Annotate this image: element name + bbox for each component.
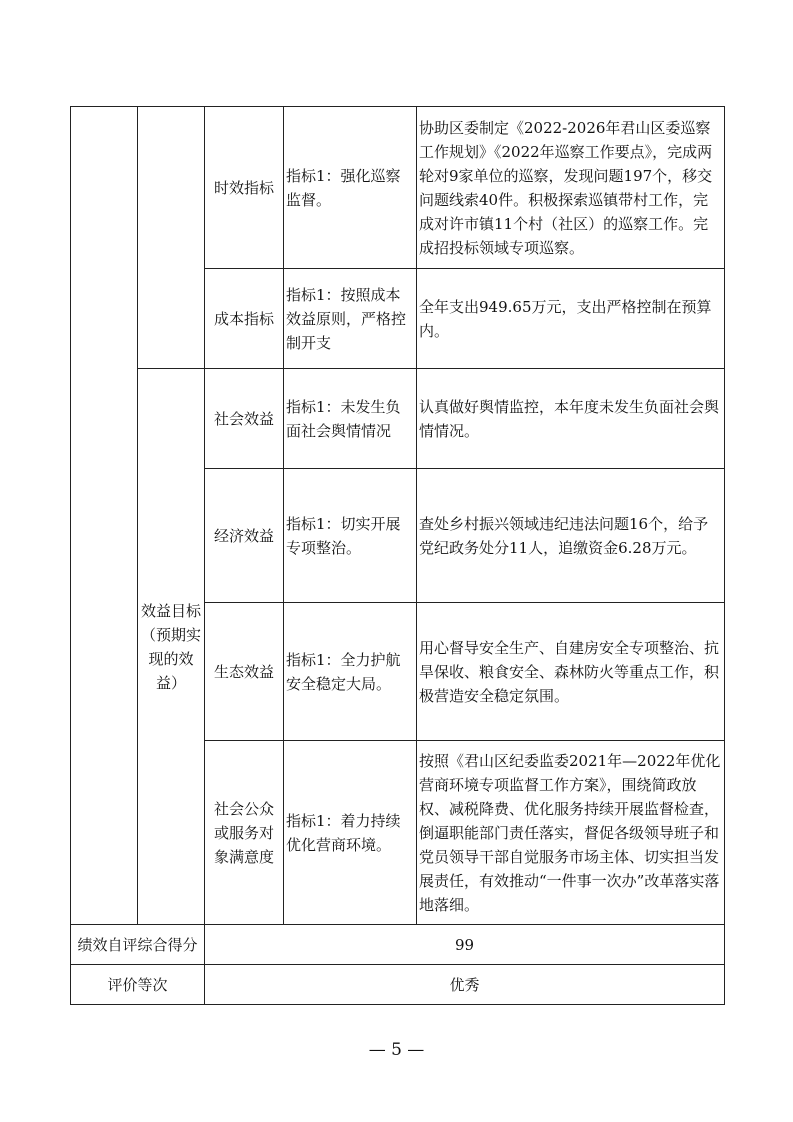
score-row	[71, 925, 725, 965]
level1-cell	[71, 107, 138, 925]
value-cell: 认真做好舆情监控，本年度未发生负面社会舆情情况。	[417, 369, 725, 469]
value-cell: 全年支出949.65万元，支出严格控制在预算内。	[417, 269, 725, 369]
performance-table	[70, 106, 725, 1005]
level3-cell: 社会公众或服务对象满意度	[205, 741, 284, 925]
value-cell: 按照《君山区纪委监委2021年—2022年优化营商环境专项监督工作方案》，围绕简政放权、减税降费、优化服务持续开展监督检查，倒逼职能部门责任落实，督促各级领导班子和党员领导干部自觉服务市场主体、切实担当发展责任，有效推动“一件事一次办”改革落实落地落细。	[417, 741, 725, 925]
indicator-cell: 指标1：切实开展专项整治。	[284, 469, 417, 603]
level2-cell	[138, 107, 205, 369]
level3-cell: 社会效益	[205, 369, 284, 469]
indicator-cell: 指标1：强化巡察监督。	[284, 107, 417, 269]
grade-value: 优秀	[205, 965, 725, 1005]
grade-row	[71, 965, 725, 1005]
grade-label: 评价等次	[71, 965, 205, 1005]
score-value: 99	[205, 925, 725, 965]
level3-cell: 经济效益	[205, 469, 284, 603]
indicator-cell: 指标1：未发生负面社会舆情情况	[284, 369, 417, 469]
level3-cell: 生态效益	[205, 603, 284, 741]
indicator-cell: 指标1：全力护航安全稳定大局。	[284, 603, 417, 741]
benefit-target-cell: 效益目标（预期实现的效益）	[138, 369, 205, 925]
value-cell: 查处乡村振兴领域违纪违法问题16个，给予党纪政务处分11人，追缴资金6.28万元。	[417, 469, 725, 603]
level3-cell: 成本指标	[205, 269, 284, 369]
value-cell: 用心督导安全生产、自建房安全专项整治、抗旱保收、粮食安全、森林防火等重点工作，积极营造安全稳定氛围。	[417, 603, 725, 741]
indicator-cell: 指标1：着力持续优化营商环境。	[284, 741, 417, 925]
score-label: 绩效自评综合得分	[71, 925, 205, 965]
value-cell: 协助区委制定《2022-2026年君山区委巡察工作规划》《2022年巡察工作要点》，完成两轮对9家单位的巡察，发现问题197个，移交问题线索40件。积极探索巡镇带村工作，完成对许市镇11个村（社区）的巡察工作。完成招投标领域专项巡察。	[417, 107, 725, 269]
table-row	[71, 107, 725, 269]
indicator-cell: 指标1：按照成本效益原则，严格控制开支	[284, 269, 417, 369]
level3-cell: 时效指标	[205, 107, 284, 269]
page-number: — 5 —	[368, 1040, 425, 1060]
table-row	[71, 369, 725, 469]
